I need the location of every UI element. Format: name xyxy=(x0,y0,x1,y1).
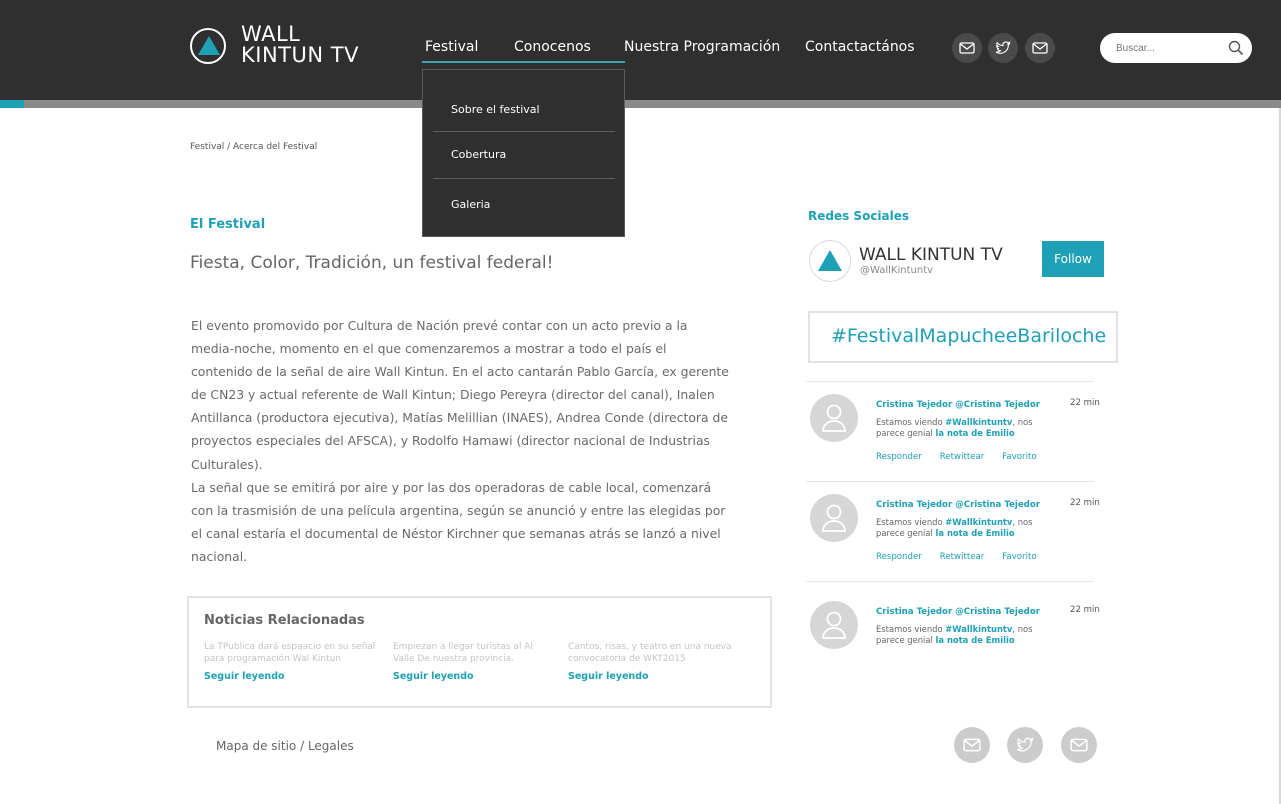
footer-links[interactable]: Mapa de sitio / Legales xyxy=(216,739,354,753)
tweet-time: 22 min xyxy=(1070,498,1100,508)
tweet-hashtag[interactable]: #Wallkintuntv xyxy=(945,624,1013,634)
tweet-text xyxy=(876,517,1056,539)
logo-line1: WALL xyxy=(241,22,301,46)
retweet-link[interactable]: Retwittear xyxy=(939,452,985,462)
tweet-text-part: , nos parece genial xyxy=(876,417,1033,438)
account-name[interactable]: WALL KINTUN TV xyxy=(859,245,1003,265)
tweet-link[interactable]: la nota de Emilio xyxy=(935,635,1015,645)
article-headline: Fiesta, Color, Tradición, un festival federal! xyxy=(190,253,554,273)
tweet-actions xyxy=(876,552,1055,562)
logo-line2: KINTUN TV xyxy=(241,43,359,67)
user-avatar-icon[interactable] xyxy=(810,394,858,442)
article-paragraph: El evento promovido por Cultura de Nación prevé contar con un acto previo a la media-noche, momento en el que comenzaremos a mostrar a todo el país el contenido de la señal de aire Wall Kintun. En el acto cantarán Pablo García, ex gerente de CN23 y actual referente de Wall Kintun; Diego Pereyra (director del canal), Inalen Antillanca (productora ejecutiva), Matías Melillian (INAES), Andrea Conde (directora de proyectos especiales del AFSCA), y Rodolfo Hamawi (director nacional de Industrias Culturales). xyxy=(191,318,729,472)
read-more-link[interactable]: Seguir leyendo xyxy=(204,671,285,682)
account-handle[interactable]: @WallKintuntv xyxy=(860,265,934,276)
twitter-icon[interactable] xyxy=(988,33,1018,63)
tweet-text-part: , nos parece genial xyxy=(876,517,1033,538)
nav-programacion[interactable]: Nuestra Programación xyxy=(624,39,781,55)
nav-conocenos[interactable]: Conocenos xyxy=(514,39,591,55)
tweet-text-part: Estamos viendo xyxy=(876,624,946,634)
twitter-icon[interactable] xyxy=(1007,727,1043,763)
breadcrumb[interactable]: Festival / Acerca del Festival xyxy=(190,142,318,152)
tweet-text xyxy=(876,624,1056,646)
active-nav-underline xyxy=(422,61,625,63)
related-news-box xyxy=(187,596,772,708)
related-news-text: Cantos, risas, y teatro en una nueva convocatoria de WKT2015 xyxy=(568,642,732,664)
tweet-link[interactable]: la nota de Emilio xyxy=(935,528,1015,538)
tweet-divider xyxy=(806,381,1094,382)
menu-item-sobre-festival[interactable]: Sobre el festival xyxy=(451,103,540,116)
hashtag-text: #FestivalMapucheeBariloche xyxy=(831,325,1107,347)
search-icon[interactable] xyxy=(1228,40,1244,56)
read-more-link[interactable]: Seguir leyendo xyxy=(393,671,474,682)
mail-icon[interactable] xyxy=(952,33,982,63)
read-more-link[interactable]: Seguir leyendo xyxy=(568,671,649,682)
tweet-hashtag[interactable]: #Wallkintuntv xyxy=(945,517,1013,527)
mail-icon[interactable] xyxy=(1025,33,1055,63)
tweet-divider xyxy=(806,581,1094,582)
related-news-text: La TPublica dará espaacio en su señal para programación Wal Kintun xyxy=(204,642,376,664)
menu-item-cobertura[interactable]: Cobertura xyxy=(451,148,507,161)
festival-dropdown-menu xyxy=(422,69,625,237)
nav-festival[interactable]: Festival xyxy=(425,39,479,55)
tweet-text-part: Estamos viendo xyxy=(876,417,946,427)
reply-link[interactable]: Responder xyxy=(876,452,922,462)
tweet-time: 22 min xyxy=(1070,398,1100,408)
retweet-link[interactable]: Retwittear xyxy=(939,552,985,562)
tweet-link[interactable]: la nota de Emilio xyxy=(935,428,1015,438)
social-section-title: Redes Sociales xyxy=(808,209,910,223)
menu-item-galeria[interactable]: Galeria xyxy=(451,198,491,211)
nav-contacto[interactable]: Contactactános xyxy=(805,39,915,55)
mail-icon[interactable] xyxy=(1061,727,1097,763)
tweet-time: 22 min xyxy=(1070,605,1100,615)
user-avatar-icon[interactable] xyxy=(810,601,858,649)
tweet-user[interactable]: Cristina Tejedor @Cristina Tejedor xyxy=(876,400,1040,410)
related-news-title: Noticias Relacionadas xyxy=(204,613,365,628)
tweet-actions xyxy=(876,452,1055,462)
header-strip-accent xyxy=(0,100,24,108)
related-news-text: Empiezan a llegar turistas al Al Valle De nuestra provincia. xyxy=(393,642,533,664)
menu-divider xyxy=(433,131,615,132)
tweet-divider xyxy=(806,481,1094,482)
tweet-user[interactable]: Cristina Tejedor @Cristina Tejedor xyxy=(876,607,1040,617)
mail-icon[interactable] xyxy=(954,727,990,763)
logo-icon[interactable] xyxy=(190,28,226,64)
related-news-item xyxy=(204,641,379,682)
search-input[interactable] xyxy=(1116,40,1216,56)
favorite-link[interactable]: Favorito xyxy=(1002,452,1037,462)
site-header xyxy=(0,0,1281,100)
tweet-item xyxy=(810,394,1105,474)
section-title: El Festival xyxy=(190,217,266,232)
tweet-hashtag[interactable]: #Wallkintuntv xyxy=(945,417,1013,427)
favorite-link[interactable]: Favorito xyxy=(1002,552,1037,562)
related-news-item xyxy=(393,641,543,682)
site-logo-text[interactable] xyxy=(241,24,359,66)
reply-link[interactable]: Responder xyxy=(876,552,922,562)
tweet-text-part: , nos parece genial xyxy=(876,624,1033,645)
tweet-text xyxy=(876,417,1056,439)
article-body xyxy=(191,314,731,568)
tweet-item xyxy=(810,494,1105,574)
tweet-user[interactable]: Cristina Tejedor @Cristina Tejedor xyxy=(876,500,1040,510)
tweet-item xyxy=(810,601,1105,681)
search-box xyxy=(1100,33,1252,63)
hashtag-box[interactable] xyxy=(808,311,1118,363)
related-news-item xyxy=(568,641,738,682)
article-paragraph: La señal que se emitirá por aire y por las dos operadoras de cable local, comenzará con la trasmisión de una película argentina, según se anunció y entre las elegidas por el canal estaría el documental de Néstor Kirchner que semanas atrás se lanzó a nivel nacional. xyxy=(191,479,726,564)
menu-divider xyxy=(433,178,615,179)
tweet-text-part: Estamos viendo xyxy=(876,517,946,527)
user-avatar-icon[interactable] xyxy=(810,494,858,542)
follow-button[interactable]: Follow xyxy=(1042,241,1104,277)
header-strip xyxy=(0,100,1281,108)
account-avatar[interactable] xyxy=(809,240,851,282)
